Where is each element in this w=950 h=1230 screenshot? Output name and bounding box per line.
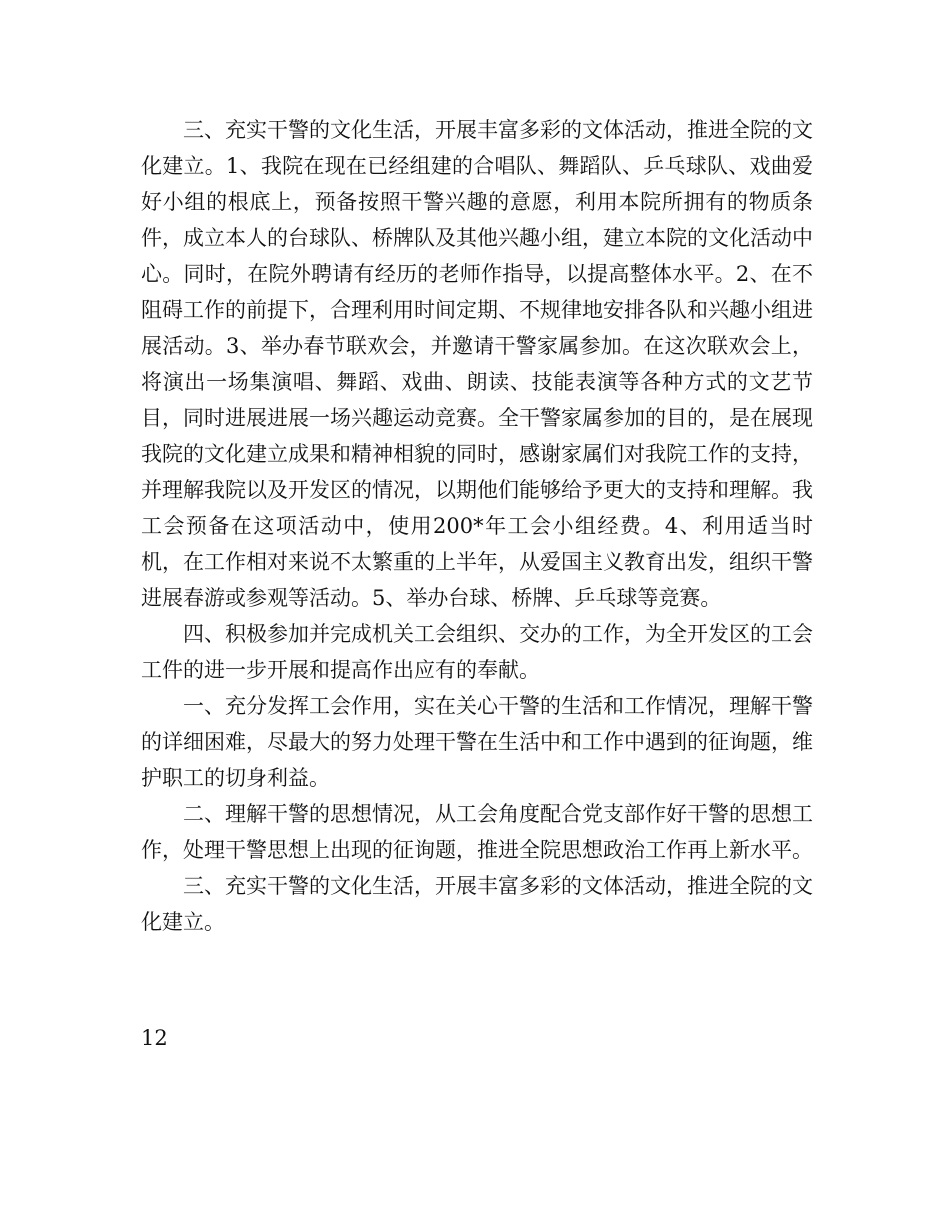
paragraph-culture-activities: 三、充实干警的文化生活，开展丰富多彩的文体活动，推进全院的文化建立。1、我院在现在已经组建的合唱队、舞蹈队、乒乓球队、戏曲爱好小组的根底上，预备按照干警兴趣的意愿，利用本院所拥有的物质条件，成立本人的台球队、桥牌队及其他兴趣小组，建立本院的文化活动中心。同时，在院外聘请有经历的老师作指导，以提高整体水平。2、在不阻碍工作的前提下，合理利用时间定期、不规律地安排各队和兴趣小组进展活动。3、举办春节联欢会，并邀请干警家属参加。在这次联欢会上，将演出一场集演唱、舞蹈、戏曲、朗读、技能表演等各种方式的文艺节目，同时进展进展一场兴趣运动竞赛。全干警家属参加的目的，是在展现我院的文化建立成果和精神相貌的同时，感谢家属们对我院工作的支持，并理解我院以及开发区的情况，以期他们能够给予更大的支持和理解。我工会预备在这项活动中，使用200*年工会小组经费。4、利用适当时机，在工作相对来说不太繁重的上半年，从爱国主义教育出发，组织干警进展春游或参观等活动。5、举办台球、桥牌、乒乓球等竞赛。 [141, 118, 813, 610]
page-number: 12 [141, 1026, 168, 1050]
paragraph-union-role: 一、充分发挥工会作用，实在关心干警的生活和工作情况，理解干警的详细困难，尽最大的努力处理干警在生活中和工作中遇到的征询题，维护职工的切身利益。 [141, 694, 813, 790]
paragraph-culture-summary: 三、充实干警的文化生活，开展丰富多彩的文体活动，推进全院的文化建立。 [141, 874, 813, 934]
paragraph-ideological-work: 二、理解干警的思想情况，从工会角度配合党支部作好干警的思想工作，处理干警思想上出现的征询题，推进全院思想政治工作再上新水平。 [141, 802, 813, 862]
paragraph-union-tasks: 四、积极参加并完成机关工会组织、交办的工作，为全开发区的工会工件的进一步开展和提高作出应有的奉献。 [141, 622, 813, 682]
document-body [141, 112, 813, 940]
